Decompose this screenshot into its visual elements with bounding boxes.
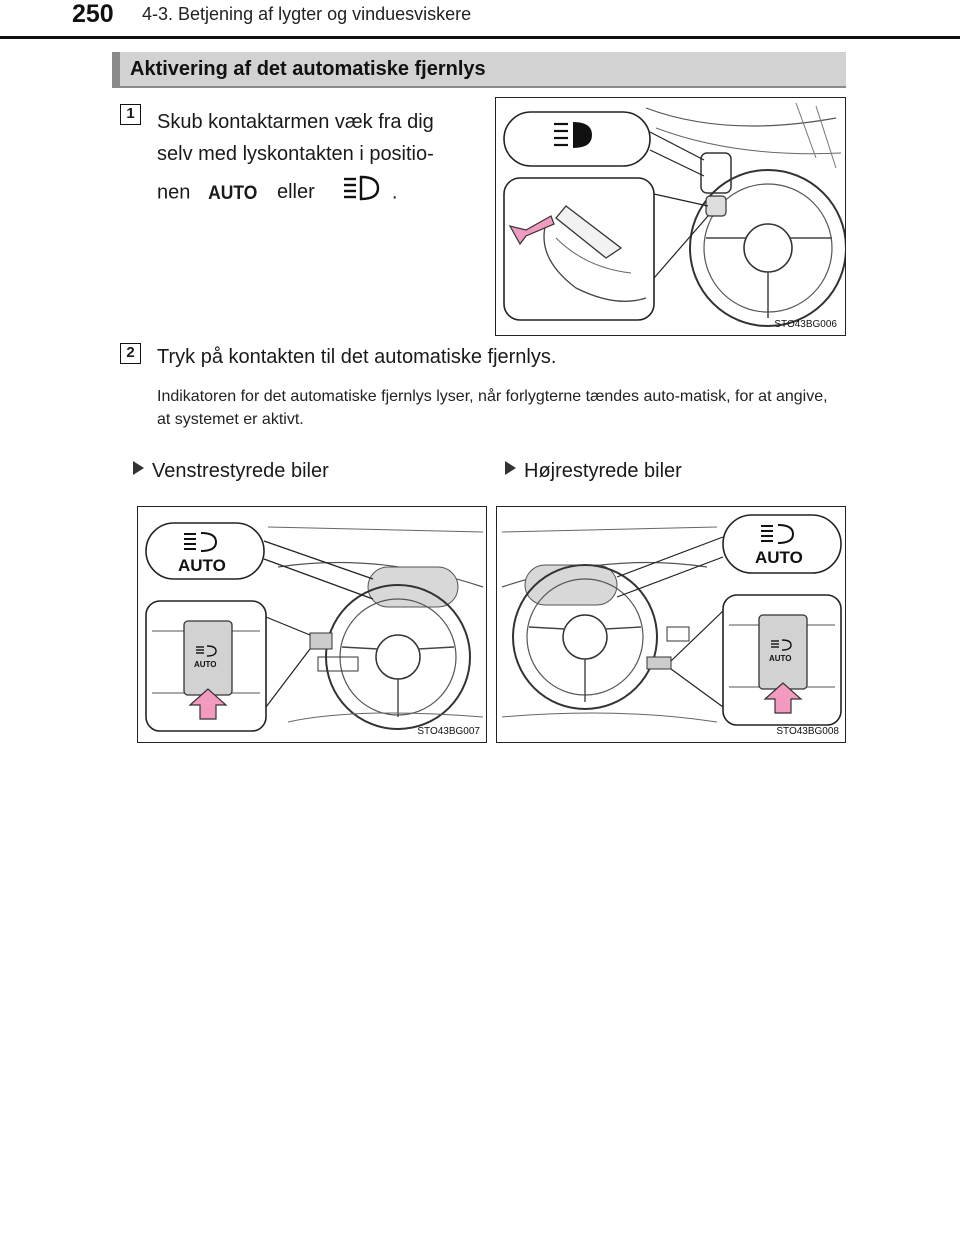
auto-text-icon: AUTO <box>208 182 258 204</box>
figure-code: STO43BG008 <box>776 726 839 737</box>
auto-text-icon: AUTO <box>178 556 226 575</box>
step-1-text <box>157 106 469 212</box>
step-2-badge: 2 <box>120 343 141 364</box>
subhead-left-label: Venstrestyrede biler <box>152 460 329 482</box>
step-1-badge: 1 <box>120 104 141 125</box>
step-2-text: Tryk på kontakten til det automatiske fjernlys. <box>157 346 557 368</box>
auto-headlight-icon <box>206 177 259 210</box>
triangle-bullet-icon <box>133 461 144 475</box>
step-1-line-3-mid: eller <box>276 181 315 204</box>
figure-lhd-dashboard <box>137 506 487 743</box>
high-beam-icon <box>342 174 380 212</box>
step-1-line-2: selv med lyskontakten i positio- <box>157 143 434 165</box>
running-head: 4-3. Betjening af lygter og vinduesviskere <box>142 4 472 24</box>
figure-rhd-dashboard <box>496 506 846 743</box>
section-bar-accent <box>112 52 120 86</box>
step-1-line-3-start: nen <box>157 181 191 204</box>
subhead-left-hand-drive <box>133 460 329 483</box>
section-title-bar <box>112 52 846 88</box>
figure-code: STO43BG007 <box>417 726 480 737</box>
figure-lever-push <box>495 97 846 336</box>
section-title: Aktivering af det automatiske fjernlys <box>130 58 486 80</box>
page-number: 250 <box>72 0 114 28</box>
auto-text-icon: AUTO <box>755 548 803 567</box>
subhead-right-hand-drive <box>505 460 682 483</box>
step-2-note: Indikatoren for det automatiske fjernlys lyser, når forlygterne tændes auto-matisk, for at angive, at systemet er aktivt. <box>157 388 828 428</box>
step-1-line-1: Skub kontaktarmen væk fra dig <box>157 111 434 133</box>
step-1-line-3-end: . <box>391 181 398 204</box>
auto-text-small: AUTO <box>769 654 792 663</box>
figure-code: STO43BG006 <box>774 319 837 330</box>
auto-text-small: AUTO <box>194 660 217 669</box>
subhead-right-label: Højrestyrede biler <box>524 460 682 482</box>
header-rule <box>0 36 960 39</box>
triangle-bullet-icon <box>505 461 516 475</box>
